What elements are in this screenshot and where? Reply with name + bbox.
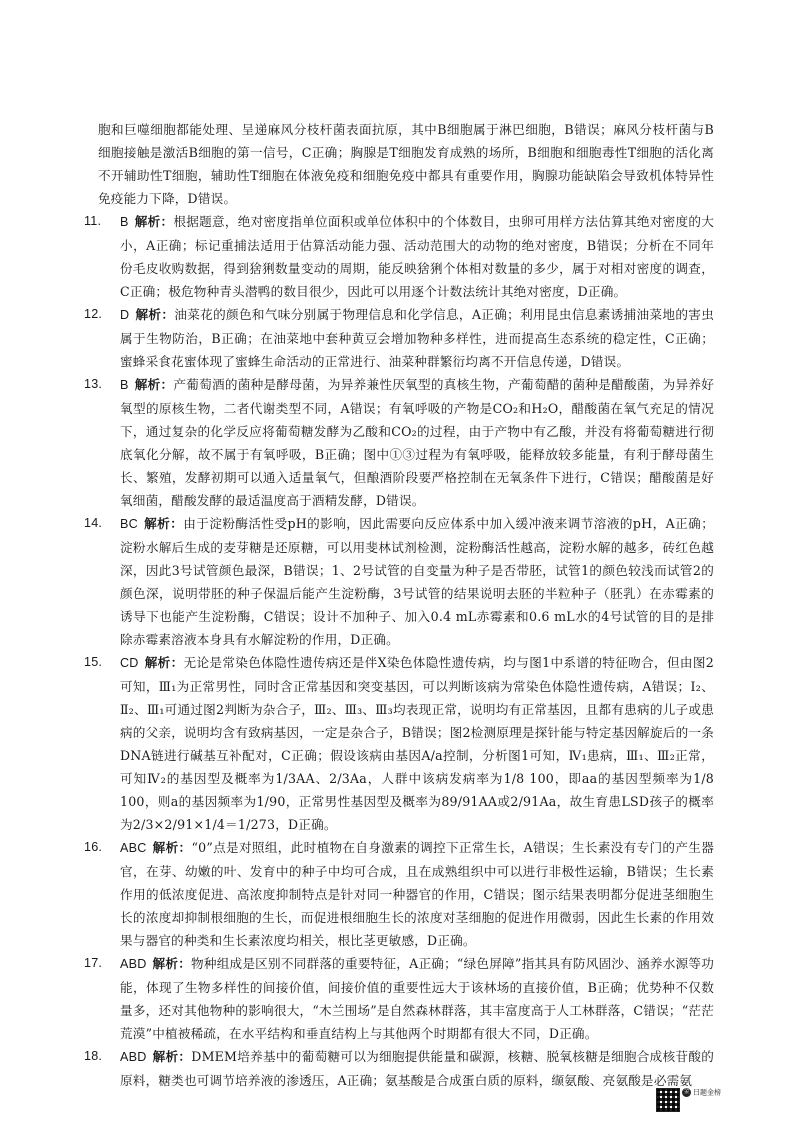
item-number: 18. xyxy=(84,1049,103,1063)
item-answer: B xyxy=(120,215,129,229)
item-label: 解析： xyxy=(135,307,175,322)
brand-name: 曰题金榜 xyxy=(693,1089,721,1097)
qr-code-icon xyxy=(656,1088,680,1112)
item-answer: B xyxy=(120,378,129,392)
item-explanation: 油菜花的颜色和气味分别属于物理信息和化学信息，A正确；利用昆虫信息素诱捕油菜地的害虫属于生物防治，B正确；在油菜地中套种黄豆会增加物种多样性，进而提高生态系统的稳定性，C正确；蜜蜂采食花蜜体现了蜜蜂生命活动的正常进行、油菜种群繁衍均离不开信息传递，D错误。 xyxy=(120,307,714,369)
item-answer: CD xyxy=(120,656,139,670)
answer-item-13 xyxy=(84,373,714,512)
item-explanation: 无论是常染色体隐性遗传病还是伴X染色体隐性遗传病，均与图1中系谱的特征吻合，但由图2可知，Ⅲ₁为正常男性，同时含正常基因和突变基因，可以判断该病为常染色体隐性遗传病，A错误；Ⅰ₂、Ⅱ₂、Ⅲ₁可通过图2判断为杂合子，Ⅲ₂、Ⅲ₃、Ⅲ₃均表现正常，说明均有正常基因，且都有患病的儿子或患病的父亲，说明均含有致病基因，一定是杂合子，B错误；图2检测原理是探针能与特定基因解旋后的一条DNA链进行碱基互补配对，C正确；假设该病由基因A/a控制，分析图1可知，Ⅳ₁患病，Ⅲ₁、Ⅲ₂正常，可知Ⅳ₂的基因型及概率为1/3AA、2/3Aa，人群中该病发病率为1/8 100，即aa的基因型频率为1/8 100，则a的基因频率为1/90，正常男性基因型及概率为89/91AA或2/91Aa，故生育患LSD孩子的概率为2/3×2/91×1/4＝1/273，D正确。 xyxy=(120,655,715,832)
item-number: 12. xyxy=(84,307,103,321)
item-label: 解析： xyxy=(134,214,174,229)
item-explanation: “0”点是对照组，此时植物在自身激素的调控下正常生长，A错误；生长素没有专门的产生器官，在芽、幼嫩的叶、发育中的种子中均可合成，且在成熟组织中可以进行非极性运输，B错误；生长素作用的低浓度促进、高浓度抑制特点是针对同一种器官的作用，C错误；图示结果表明都分促进茎细胞生长的浓度却抑制根细胞的生长，而促进根细胞生长的浓度对茎细胞的促进作用微弱，因此生长素的作用效果与器官的种类和生长素浓度均相关，根比茎更敏感，D正确。 xyxy=(120,840,714,948)
item-label: 解析： xyxy=(134,377,174,392)
item-explanation: DMEM培养基中的葡萄糖可以为细胞提供能量和碳源，核糖、脱氧核糖是细胞合成核苷酸的原料，糖类也可调节培养液的渗透压，A正确；氨基酸是合成蛋白质的原料，缬氨酸、亮氨酸是必需氨 xyxy=(120,1049,714,1088)
item-number: 17. xyxy=(84,956,103,970)
item-label: 解析： xyxy=(152,840,192,855)
brand-mark-icon: 金 xyxy=(683,1089,690,1095)
answer-item-15 xyxy=(84,651,715,836)
item-answer: ABD xyxy=(120,957,147,971)
item-number: 11. xyxy=(84,214,102,228)
item-answer: ABD xyxy=(120,1050,147,1064)
item-label: 解析： xyxy=(152,956,192,971)
answer-item-18 xyxy=(84,1045,714,1092)
item-number: 15. xyxy=(84,655,103,669)
answer-item-12 xyxy=(84,303,714,373)
lead-paragraph: 胞和巨噬细胞都能处理、呈递麻风分枝杆菌表面抗原，其中B细胞属于淋巴细胞，B错误；麻风分枝杆菌与B细胞接触是激活B细胞的第一信号，C正确；胸腺是T细胞发育成熟的场所，B细胞和细胞毒性T细胞的活化离不开辅助性T细胞，辅助性T细胞在体液免疫和细胞免疫中都具有重要作用，胸腺功能缺陷会导致机体特异性免疫能力下降，D错误。 xyxy=(98,122,714,206)
brand-logo xyxy=(682,1088,721,1097)
item-explanation: 物种组成是区别不同群落的重要特征，A正确；“绿色屏障”指其具有防风固沙、涵养水源等功能，体现了生物多样性的间接价值，间接价值的重要性远大于该林场的直接价值，B正确；优势种不仅数量多，还对其他物种的影响很大，“木兰围场”是自然森林群落，其丰富度高于人工林群落，C错误；“茫茫荒漠”中植被稀疏，在水平结构和垂直结构上与其他两个时期都有很大不同，D正确。 xyxy=(120,956,714,1041)
answer-item-14 xyxy=(84,512,714,651)
answer-page xyxy=(84,118,715,1092)
answer-item-11 xyxy=(84,210,714,303)
answer-item-17 xyxy=(84,952,714,1045)
item-explanation: 根据题意，绝对密度指单位面积或单位体积中的个体数目，虫卵可用样方法估算其绝对密度的大小，A正确；标记重捕法适用于估算活动能力强、活动范围大的动物的绝对密度，B错误；分析在不同年份毛皮收购数据，得到猞猁数量变动的周期，能反映猞猁个体相对数量的多少，属于对相对密度的调查，C正确；极危物种青头潜鸭的数目很少，因此可以用逐个计数法统计其绝对密度，D正确。 xyxy=(120,214,714,299)
item-explanation: 由于淀粉酶活性受pH的影响，因此需要向反应体系中加入缓冲液来调节溶液的pH，A正确；淀粉水解后生成的麦芽糖是还原糖，可以用斐林试剂检测，淀粉酶活性越高，淀粉水解的越多，砖红色越深，因此3号试管颜色最深，B错误；1、2号试管的自变量为种子是否带胚，试管1的颜色较浅而试管2的颜色深，说明带胚的种子保温后能产生淀粉酶，3号试管的结果说明去胚的半粒种子（胚乳）在赤霉素的诱导下也能产生淀粉酶，C错误；设计不加种子、加入0.4 mL赤霉素和0.6 mL水的4号试管的目的是排除赤霉素溶液本身具有水解淀粉的作用，D正确。 xyxy=(120,516,714,647)
item-label: 解析： xyxy=(143,516,184,531)
item-label: 解析： xyxy=(144,655,184,670)
item-explanation: 产葡萄酒的菌种是酵母菌，为异养兼性厌氧型的真核生物，产葡萄醋的菌种是醋酸菌，为异养好氧型的原核生物，二者代谢类型不同，A错误；有氧呼吸的产物是CO₂和H₂O，醋酸菌在氧气充足的情况下，通过复杂的化学反应将葡萄糖发酵为乙酸和CO₂的过程，由于产物中有乙酸，并没有将葡萄糖进行彻底氧化分解，故不属于有氧呼吸，B正确；图中①③过程为有氧呼吸，能释放较多能量，有利于酵母菌生长、繁殖，发酵初期可以通入适量氧气，但酿酒阶段要严格控制在无氧条件下进行，C错误；醋酸菌是好氧细菌，醋酸发酵的最适温度高于酒精发酵，D错误。 xyxy=(120,377,714,508)
item-answer: BC xyxy=(120,517,138,531)
item-answer: D xyxy=(120,308,130,322)
item-answer: ABC xyxy=(120,841,147,855)
answer-item-16 xyxy=(84,836,714,952)
item-label: 解析： xyxy=(152,1049,192,1064)
item-number: 16. xyxy=(84,840,103,854)
item-number: 13. xyxy=(84,377,103,391)
item-number: 14. xyxy=(84,516,103,530)
